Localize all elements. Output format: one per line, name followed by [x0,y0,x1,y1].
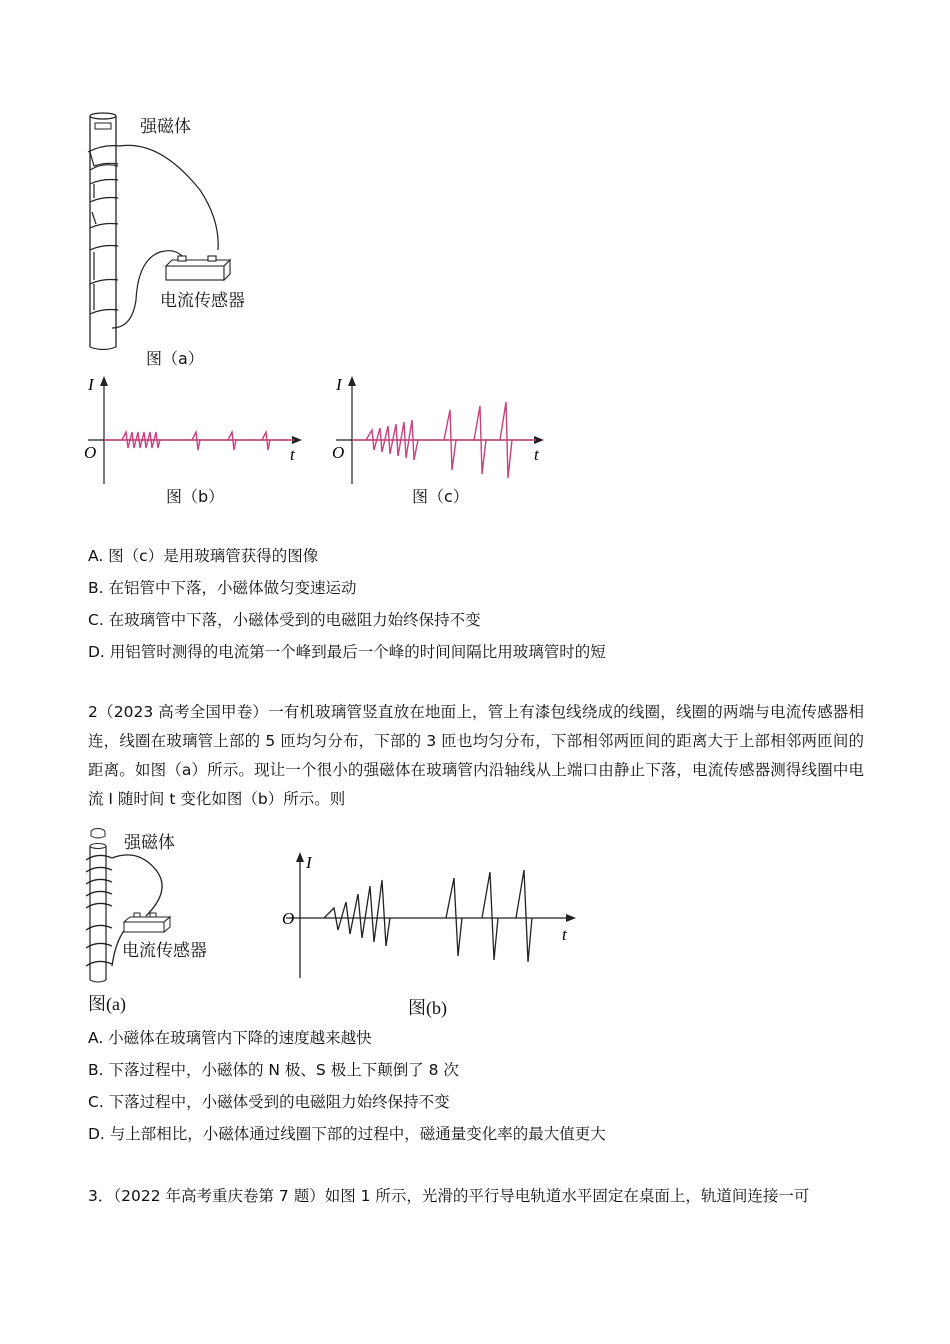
graph-b-caption: 图（b） [166,487,225,506]
q3-stem: 3．（2022 年高考重庆卷第 7 题）如图 1 所示，光滑的平行导电轨道水平固定在桌面上，轨道间连接一可 [88,1187,810,1205]
graph-b-y-label: I [88,375,94,394]
q1-option-d: D. 用铝管时测得的电流第一个峰到最后一个峰的时间间隔比用玻璃管时的短 [88,643,606,661]
graph-c-x-label: t [534,445,539,464]
tube-coil-diagram [70,100,270,360]
q1-option-b: B. 在铝管中下落，小磁体做匀变速运动 [88,579,357,597]
q2-graph-y-label: I [306,853,312,872]
figure1-sensor-label: 电流传感器 [160,291,245,311]
graph-c-y-label: I [336,375,342,394]
q2-graph-origin: O [282,909,295,928]
q2-sensor-label: 电流传感器 [122,941,207,961]
graph-b-origin: O [84,443,97,462]
graph-c-caption: 图（c） [412,487,469,506]
graph-c-origin: O [332,443,345,462]
q2-option-a: A. 小磁体在玻璃管内下降的速度越来越快 [88,1029,372,1047]
graph-b [80,372,310,492]
q1-option-a: A. 图（c）是用玻璃管获得的图像 [88,547,319,565]
q2-caption-a: 图(a) [88,994,126,1014]
q2-magnet-label: 强磁体 [124,833,175,853]
q2-option-c: C. 下落过程中，小磁体受到的电磁阻力始终保持不变 [88,1093,450,1111]
q1-option-c: C. 在玻璃管中下落，小磁体受到的电磁阻力始终保持不变 [88,611,481,629]
figure1-caption-a: 图（a） [146,349,204,368]
graph-b-x-label: t [290,445,295,464]
q2-option-b: B. 下落过程中，小磁体的 N 极、S 极上下颠倒了 8 次 [88,1061,459,1079]
q2-graph-b [276,842,586,982]
figure1-apparatus [70,100,270,360]
q2-caption-b: 图(b) [408,998,447,1018]
q2-stem: 2（2023 高考全国甲卷）一有机玻璃管竖直放在地面上，管上有漆包线绕成的线圈，线圈的两端与电流传感器相连，线圈在玻璃管上部的 5 匝均匀分布，下部的 3 匝也均匀分布，下部相邻两匝间的距离大于上部相邻两匝间的距离。如图（a）所示。现让一个很小的强磁体在玻璃管内沿轴线从上端口由静止下落，电流传感器测得线圈中电流 I 随时间 t 变化如图（b）所示。则 [88,703,864,808]
q2-option-d: D. 与上部相比，小磁体通过线圈下部的过程中，磁通量变化率的最大值更大 [88,1125,606,1143]
graph-c [328,372,558,492]
q2-graph-x-label: t [562,925,567,944]
figure1-magnet-label: 强磁体 [140,117,191,137]
